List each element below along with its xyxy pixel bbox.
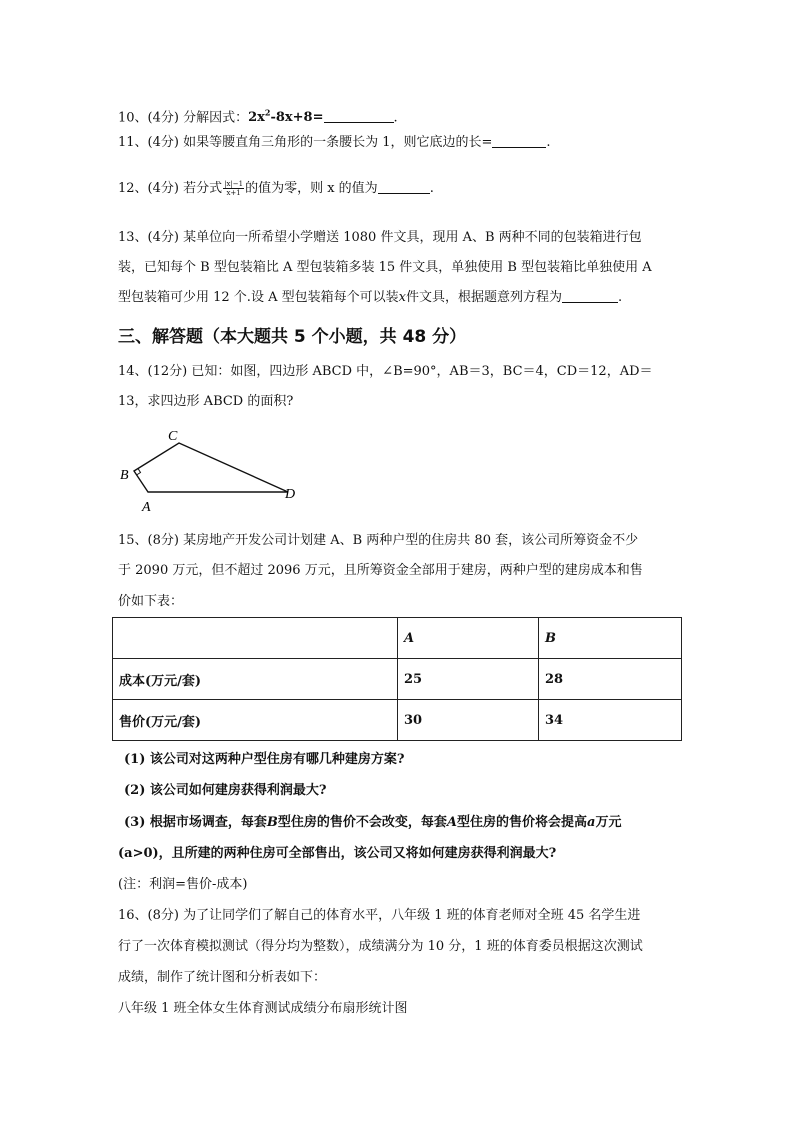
table-row xyxy=(113,700,682,741)
q13-answer-blank xyxy=(562,289,618,303)
q13-line-1: 13、(4分) 某单位向一所希望小学赠送 1080 件文具，现用 A、B 两种不同的包装箱进行包 xyxy=(118,230,642,245)
table-cell: 售价(万元/套) xyxy=(113,700,398,741)
q16-line-2: 行了一次体育模拟测试（得分均为整数），成绩满分为 10 分，1 班的体育委员根据这次测试 xyxy=(118,939,643,954)
table-cell: 成本(万元/套) xyxy=(113,659,398,700)
question-12: 12、(4分) 若分式 $\frac{|x|-1}{x+1}$ 的值为零，则 x 的值为 . xyxy=(118,180,434,197)
q16-line-3: 成绩，制作了统计图和分析表如下： xyxy=(118,970,327,985)
q12-label: 12、(4分) 若分式 xyxy=(118,181,223,196)
q15-line-3: 价如下表： xyxy=(118,594,184,609)
table-cell: 34 xyxy=(539,700,682,741)
table-cell: 30 xyxy=(398,700,539,741)
q10-answer-blank xyxy=(324,109,394,123)
q10-expr: $2x^2-8x+8=$ xyxy=(248,108,324,126)
quadrilateral-diagram xyxy=(112,423,312,515)
q16-line-1: 16、(8分) 为了让同学们了解自己的体育水平，八年级 1 班的体育老师对全班 45 名学生进 xyxy=(118,908,641,923)
q12-text: 的值为零，则 x 的值为 xyxy=(245,181,378,196)
q13-line-2: 装，已知每个 B 型包装箱比 A 型包装箱多装 15 件文具，单独使用 B 型包装箱比单独使用 A xyxy=(118,260,652,275)
vertex-label-b: B xyxy=(120,468,129,483)
q13-line-3: 型包装箱可少用 12 个.设 A 型包装箱每个可以装x件文具，根据题意列方程为 . xyxy=(118,290,623,305)
q15-part-1: (1) 该公司对这两种户型住房有哪几种建房方案? xyxy=(124,752,405,767)
q13-variable: x xyxy=(398,290,406,305)
question-11: 11、(4分) 如果等腰直角三角形的一条腰长为 1，则它底边的长= . xyxy=(118,135,551,150)
table-header-cell xyxy=(113,618,398,659)
table-header-cell: A xyxy=(398,618,539,659)
q14-line-1: 14、(12分) 已知：如图，四边形 ABCD 中，∠B=90°，AB＝3，BC＝4，CD＝12，AD＝ xyxy=(118,364,653,379)
question-10: 10、(4分) 分解因式：$2x^2-8x+8=$ . xyxy=(118,108,398,126)
vertex-label-c: C xyxy=(168,429,178,444)
table-cell: 25 xyxy=(398,659,539,700)
cost-price-table xyxy=(112,617,682,741)
table-header-row xyxy=(113,618,682,659)
q10-label: 10、(4分) 分解因式： xyxy=(118,110,249,126)
q11-text: 11、(4分) 如果等腰直角三角形的一条腰长为 1，则它底边的长= xyxy=(118,135,493,150)
vertex-label-a: A xyxy=(142,500,151,515)
section-3-heading: 三、解答题（本大题共 5 个小题，共 48 分） xyxy=(118,327,467,347)
q15-note: (注：利润=售价-成本) xyxy=(118,877,248,892)
q16-chart-title: 八年级 1 班全体女生体育测试成绩分布扇形统计图 xyxy=(118,1001,408,1016)
q15-part-2: (2) 该公司如何建房获得利润最大? xyxy=(124,783,327,798)
q15-line-1: 15、(8分) 某房地产开发公司计划建 A、B 两种户型的住房共 80 套，该公司所筹资金不少 xyxy=(118,533,639,548)
q15-line-2: 于 2090 万元，但不超过 2096 万元，且所筹资金全部用于建房，两种户型的建房成本和售 xyxy=(118,563,643,578)
quadrilateral-outline xyxy=(134,443,288,492)
table-row xyxy=(113,659,682,700)
table-header-cell: B xyxy=(539,618,682,659)
q14-line-2: 13，求四边形 ABCD 的面积? xyxy=(118,394,294,409)
q12-fraction: $\frac{|x|-1}{x+1}$ xyxy=(224,180,244,197)
q11-answer-blank xyxy=(492,134,546,148)
q15-part-3: (3) 根据市场调查，每套B型住房的售价不会改变，每套A型住房的售价将会提高a万元 xyxy=(124,815,622,830)
table-cell: 28 xyxy=(539,659,682,700)
q12-answer-blank xyxy=(378,180,430,194)
q15-part-3-cont: (a>0)，且所建的两种住房可全部售出，该公司又将如何建房获得利润最大? xyxy=(118,846,557,861)
vertex-label-d: D xyxy=(285,487,296,502)
